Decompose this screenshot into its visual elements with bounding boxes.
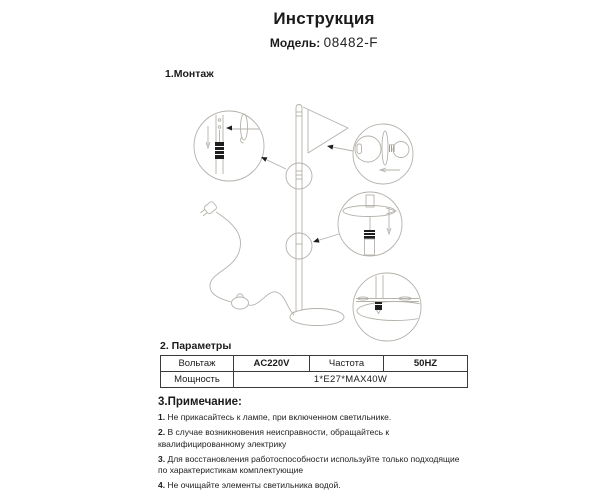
model-line [174, 35, 474, 50]
foot-switch-icon [232, 294, 249, 309]
note-number: 2. [158, 427, 166, 437]
lamp-base [290, 309, 344, 326]
param-power-label: Мощность [161, 372, 234, 388]
joint-marker-upper [286, 163, 312, 189]
joint-marker-lower [286, 233, 312, 259]
param-frequency-label: Частота [310, 356, 384, 372]
param-voltage-label: Вольтаж [161, 356, 234, 372]
section-heading-notes: 3.Примечание: [158, 396, 242, 408]
table-row [161, 356, 468, 372]
callout-shade-bulb [353, 124, 413, 184]
table-row [161, 372, 468, 388]
note-number: 4. [158, 480, 166, 490]
note-text: В случае возникновения неисправности, обращайтесь к квалифицированному электрику [158, 427, 390, 449]
callout-base-mount [353, 273, 433, 341]
lamp-shade [303, 107, 348, 153]
page-title: Инструкция [273, 9, 375, 28]
model-label: Модель: [269, 36, 321, 50]
note-number: 1. [158, 412, 166, 422]
param-frequency-value: 50HZ [384, 356, 468, 372]
lamp-pole [293, 105, 305, 319]
callout-mid-joint [338, 192, 402, 256]
callout-arrows [261, 145, 353, 243]
list-item [158, 454, 460, 477]
list-item [158, 480, 460, 492]
note-text: Для восстановления работоспособности используйте только подходящие по характеристикам комплектующие [158, 453, 460, 475]
note-number: 3. [158, 453, 166, 464]
notes-list [158, 412, 460, 495]
section-heading-parameters: 2. Параметры [160, 340, 232, 352]
note-text: Не прикасайтесь к лампе, при включенном светильнике. [167, 412, 392, 422]
list-item [158, 427, 460, 450]
param-voltage-value: AC220V [234, 356, 310, 372]
model-value: 08482-F [323, 35, 379, 50]
power-plug-icon [199, 201, 218, 218]
power-cord [210, 212, 294, 315]
callout-pole-connector [194, 111, 264, 181]
list-item [158, 412, 460, 424]
parameters-table [160, 355, 468, 388]
note-text: Не очищайте элементы светильника водой. [167, 480, 341, 490]
param-power-value: 1*E27*MAX40W [234, 372, 468, 388]
section-heading-montage: 1.Монтаж [165, 68, 214, 80]
assembly-diagram [155, 92, 465, 342]
